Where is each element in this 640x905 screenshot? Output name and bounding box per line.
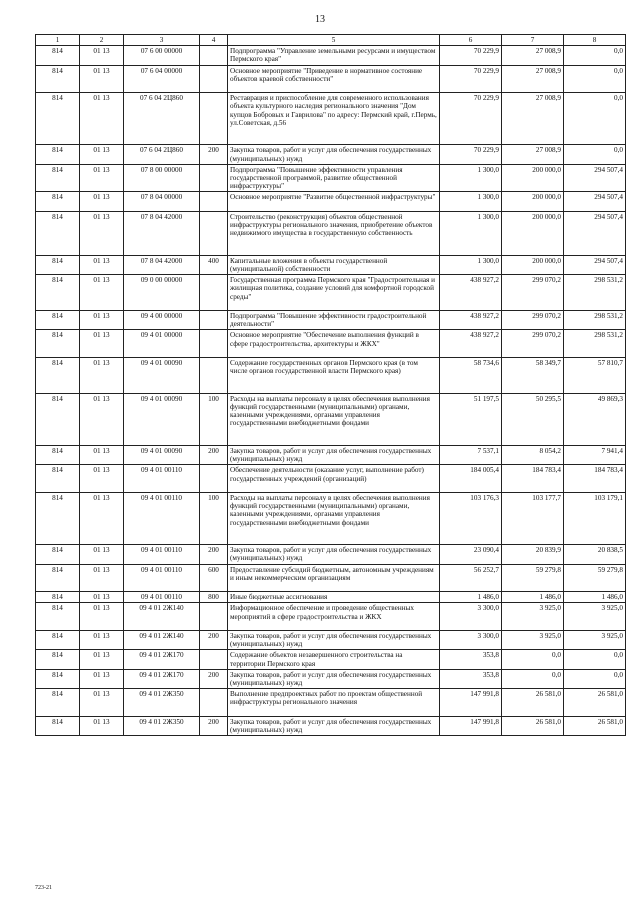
amount-2023-cell: 8 054,2	[502, 445, 564, 464]
target-article-cell: 09 4 00 00000	[124, 311, 200, 330]
amount-2022-cell: 353,8	[440, 650, 502, 669]
amount-2022-cell: 1 300,0	[440, 255, 502, 274]
table-row	[36, 93, 626, 145]
section-code-cell: 01 13	[80, 275, 124, 311]
target-article-cell: 09 4 01 00110	[124, 545, 200, 564]
admin-code-cell: 814	[36, 211, 80, 255]
amount-2024-cell: 294 507,4	[564, 255, 626, 274]
section-code-cell: 01 13	[80, 650, 124, 669]
table-row	[36, 592, 626, 603]
table-row	[36, 275, 626, 311]
target-article-cell: 09 4 01 00110	[124, 465, 200, 493]
description-cell: Основное мероприятие "Приведение в нормативное состояние объектов краевой собственности"	[228, 65, 440, 93]
table-row	[36, 603, 626, 631]
amount-2023-cell: 0,0	[502, 650, 564, 669]
expense-type-cell	[200, 689, 228, 717]
amount-2024-cell: 3 925,0	[564, 603, 626, 631]
admin-code-cell: 814	[36, 492, 80, 544]
amount-2023-cell: 0,0	[502, 669, 564, 688]
amount-2024-cell: 298 531,2	[564, 330, 626, 358]
amount-2023-cell: 299 070,2	[502, 330, 564, 358]
amount-2024-cell: 0,0	[564, 65, 626, 93]
table-row	[36, 716, 626, 735]
expense-type-cell: 200	[200, 630, 228, 649]
target-article-cell: 07 8 00 00000	[124, 164, 200, 192]
amount-2024-cell: 59 279,8	[564, 564, 626, 592]
table-row	[36, 65, 626, 93]
admin-code-cell: 814	[36, 46, 80, 65]
expense-type-cell: 200	[200, 669, 228, 688]
amount-2022-cell: 438 927,2	[440, 275, 502, 311]
description-cell: Информационное обеспечение и проведение общественных мероприятий в сфере градостроительства и ЖКХ	[228, 603, 440, 631]
admin-code-cell: 814	[36, 716, 80, 735]
amount-2023-cell: 3 925,0	[502, 630, 564, 649]
table-row	[36, 46, 626, 65]
expense-type-cell	[200, 330, 228, 358]
description-cell: Закупка товаров, работ и услуг для обеспечения государственных (муниципальных) нужд	[228, 716, 440, 735]
expense-type-cell	[200, 164, 228, 192]
table-row	[36, 650, 626, 669]
admin-code-cell: 814	[36, 255, 80, 274]
target-article-cell: 07 8 04 00000	[124, 192, 200, 211]
section-code-cell: 01 13	[80, 564, 124, 592]
section-code-cell: 01 13	[80, 330, 124, 358]
amount-2022-cell: 438 927,2	[440, 330, 502, 358]
table-row	[36, 492, 626, 544]
description-cell: Предоставление субсидий бюджетным, автономным учреждениям и иным некоммерческим организациям	[228, 564, 440, 592]
amount-2022-cell: 1 300,0	[440, 211, 502, 255]
description-cell: Выполнение предпроектных работ по проектам общественной инфраструктуры регионального значения	[228, 689, 440, 717]
table-row	[36, 311, 626, 330]
amount-2023-cell: 200 000,0	[502, 255, 564, 274]
expense-type-cell	[200, 650, 228, 669]
amount-2022-cell: 51 197,5	[440, 393, 502, 445]
amount-2024-cell: 0,0	[564, 650, 626, 669]
amount-2023-cell: 58 349,7	[502, 358, 564, 394]
amount-2024-cell: 294 507,4	[564, 211, 626, 255]
table-body	[36, 46, 626, 736]
amount-2024-cell: 3 925,0	[564, 630, 626, 649]
expense-type-cell: 100	[200, 492, 228, 544]
description-cell: Закупка товаров, работ и услуг для обеспечения государственных (муниципальных) нужд	[228, 145, 440, 164]
description-cell: Подпрограмма "Повышение эффективности градостроительной деятельности"	[228, 311, 440, 330]
table-row	[36, 255, 626, 274]
admin-code-cell: 814	[36, 93, 80, 145]
section-code-cell: 01 13	[80, 603, 124, 631]
section-code-cell: 01 13	[80, 211, 124, 255]
amount-2023-cell: 59 279,8	[502, 564, 564, 592]
amount-2024-cell: 294 507,4	[564, 164, 626, 192]
amount-2024-cell: 294 507,4	[564, 192, 626, 211]
amount-2024-cell: 298 531,2	[564, 311, 626, 330]
section-code-cell: 01 13	[80, 545, 124, 564]
amount-2022-cell: 103 176,3	[440, 492, 502, 544]
amount-2024-cell: 57 810,7	[564, 358, 626, 394]
amount-2023-cell: 26 581,0	[502, 689, 564, 717]
description-cell: Обеспечение деятельности (оказание услуг, выполнение работ) государственных учреждений (организаций)	[228, 465, 440, 493]
expense-type-cell	[200, 465, 228, 493]
amount-2023-cell: 200 000,0	[502, 192, 564, 211]
header-cell: 1	[36, 35, 80, 46]
amount-2024-cell: 20 838,5	[564, 545, 626, 564]
expense-type-cell	[200, 211, 228, 255]
section-code-cell: 01 13	[80, 145, 124, 164]
amount-2024-cell: 7 941,4	[564, 445, 626, 464]
description-cell: Реставрация и приспособление для современного использования объекта культурного наследия регионального значения "Дом купцов Бобровых и Гаврилова" по адресу: Пермский край, г.Пермь, ул.Советская, д.56	[228, 93, 440, 145]
amount-2023-cell: 103 177,7	[502, 492, 564, 544]
admin-code-cell: 814	[36, 445, 80, 464]
amount-2024-cell: 0,0	[564, 145, 626, 164]
amount-2023-cell: 200 000,0	[502, 211, 564, 255]
header-cell: 6	[440, 35, 502, 46]
amount-2022-cell: 70 229,9	[440, 145, 502, 164]
section-code-cell: 01 13	[80, 192, 124, 211]
target-article-cell: 07 8 04 42000	[124, 255, 200, 274]
description-cell: Строительство (реконструкция) объектов общественной инфраструктуры регионального значения, приобретение объектов недвижимого имущества в государственную собственность	[228, 211, 440, 255]
amount-2023-cell: 1 486,0	[502, 592, 564, 603]
section-code-cell: 01 13	[80, 311, 124, 330]
amount-2022-cell: 1 300,0	[440, 164, 502, 192]
amount-2022-cell: 70 229,9	[440, 93, 502, 145]
section-code-cell: 01 13	[80, 358, 124, 394]
table-row	[36, 192, 626, 211]
expense-type-cell	[200, 275, 228, 311]
table-row	[36, 564, 626, 592]
expense-type-cell: 200	[200, 545, 228, 564]
expense-type-cell	[200, 46, 228, 65]
target-article-cell: 07 6 00 00000	[124, 46, 200, 65]
admin-code-cell: 814	[36, 689, 80, 717]
target-article-cell: 09 4 01 00090	[124, 393, 200, 445]
description-cell: Расходы на выплаты персоналу в целях обеспечения выполнения функций государственными (муниципальными) органами, казенными учреждениями, органами управления государственными внебюджетными фондами	[228, 492, 440, 544]
table-header-row	[36, 35, 626, 46]
amount-2022-cell: 3 300,0	[440, 630, 502, 649]
section-code-cell: 01 13	[80, 255, 124, 274]
amount-2024-cell: 184 783,4	[564, 465, 626, 493]
target-article-cell: 09 4 01 00110	[124, 564, 200, 592]
amount-2023-cell: 184 783,4	[502, 465, 564, 493]
amount-2022-cell: 3 300,0	[440, 603, 502, 631]
amount-2024-cell: 298 531,2	[564, 275, 626, 311]
section-code-cell: 01 13	[80, 393, 124, 445]
amount-2023-cell: 20 839,9	[502, 545, 564, 564]
amount-2023-cell: 299 070,2	[502, 275, 564, 311]
table-row	[36, 445, 626, 464]
expense-type-cell	[200, 192, 228, 211]
amount-2024-cell: 0,0	[564, 669, 626, 688]
admin-code-cell: 814	[36, 545, 80, 564]
section-code-cell: 01 13	[80, 492, 124, 544]
admin-code-cell: 814	[36, 358, 80, 394]
amount-2022-cell: 56 252,7	[440, 564, 502, 592]
amount-2023-cell: 299 070,2	[502, 311, 564, 330]
target-article-cell: 07 6 04 2Ц860	[124, 93, 200, 145]
expense-type-cell	[200, 65, 228, 93]
expense-type-cell: 200	[200, 716, 228, 735]
admin-code-cell: 814	[36, 275, 80, 311]
amount-2023-cell: 50 295,5	[502, 393, 564, 445]
admin-code-cell: 814	[36, 465, 80, 493]
footer-code: 723-21	[35, 885, 52, 891]
expense-type-cell: 200	[200, 445, 228, 464]
section-code-cell: 01 13	[80, 630, 124, 649]
description-cell: Основное мероприятие "Развитие общественной инфраструктуры"	[228, 192, 440, 211]
amount-2024-cell: 0,0	[564, 93, 626, 145]
description-cell: Государственная программа Пермского края "Градостроительная и жилищная политика, создание условий для комфортной городской среды"	[228, 275, 440, 311]
target-article-cell: 07 6 04 00000	[124, 65, 200, 93]
amount-2022-cell: 70 229,9	[440, 46, 502, 65]
section-code-cell: 01 13	[80, 689, 124, 717]
header-cell: 5	[228, 35, 440, 46]
target-article-cell: 07 8 04 42000	[124, 211, 200, 255]
table-row	[36, 669, 626, 688]
description-cell: Закупка товаров, работ и услуг для обеспечения государственных (муниципальных) нужд	[228, 445, 440, 464]
admin-code-cell: 814	[36, 65, 80, 93]
expense-type-cell	[200, 603, 228, 631]
section-code-cell: 01 13	[80, 46, 124, 65]
section-code-cell: 01 13	[80, 164, 124, 192]
description-cell: Иные бюджетные ассигнования	[228, 592, 440, 603]
admin-code-cell: 814	[36, 192, 80, 211]
table-row	[36, 393, 626, 445]
admin-code-cell: 814	[36, 669, 80, 688]
description-cell: Расходы на выплаты персоналу в целях обеспечения выполнения функций государственными (муниципальными) органами, казенными учреждениями, органами управления государственными внебюджетными фондами	[228, 393, 440, 445]
table-row	[36, 330, 626, 358]
section-code-cell: 01 13	[80, 93, 124, 145]
description-cell: Закупка товаров, работ и услуг для обеспечения государственных (муниципальных) нужд	[228, 545, 440, 564]
page-number: 13	[315, 14, 325, 25]
description-cell: Закупка товаров, работ и услуг для обеспечения государственных (муниципальных) нужд	[228, 669, 440, 688]
table-row	[36, 145, 626, 164]
expense-type-cell: 600	[200, 564, 228, 592]
amount-2023-cell: 3 925,0	[502, 603, 564, 631]
amount-2023-cell: 200 000,0	[502, 164, 564, 192]
target-article-cell: 09 4 01 2Ж140	[124, 630, 200, 649]
amount-2022-cell: 23 090,4	[440, 545, 502, 564]
amount-2022-cell: 7 537,1	[440, 445, 502, 464]
amount-2024-cell: 26 581,0	[564, 689, 626, 717]
target-article-cell: 09 4 01 00000	[124, 330, 200, 358]
header-cell: 3	[124, 35, 200, 46]
expense-type-cell	[200, 358, 228, 394]
admin-code-cell: 814	[36, 145, 80, 164]
budget-table	[35, 34, 626, 736]
section-code-cell: 01 13	[80, 716, 124, 735]
amount-2022-cell: 147 991,8	[440, 689, 502, 717]
amount-2024-cell: 0,0	[564, 46, 626, 65]
admin-code-cell: 814	[36, 330, 80, 358]
amount-2022-cell: 353,8	[440, 669, 502, 688]
target-article-cell: 09 4 01 2Ж350	[124, 716, 200, 735]
header-cell: 4	[200, 35, 228, 46]
admin-code-cell: 814	[36, 592, 80, 603]
amount-2022-cell: 58 734,6	[440, 358, 502, 394]
description-cell: Содержание объектов незавершенного строительства на территории Пермского края	[228, 650, 440, 669]
target-article-cell: 09 4 01 2Ж350	[124, 689, 200, 717]
admin-code-cell: 814	[36, 393, 80, 445]
admin-code-cell: 814	[36, 564, 80, 592]
amount-2022-cell: 147 991,8	[440, 716, 502, 735]
target-article-cell: 09 4 01 00090	[124, 445, 200, 464]
amount-2022-cell: 1 300,0	[440, 192, 502, 211]
amount-2023-cell: 27 008,9	[502, 46, 564, 65]
admin-code-cell: 814	[36, 630, 80, 649]
amount-2022-cell: 184 005,4	[440, 465, 502, 493]
amount-2024-cell: 103 179,1	[564, 492, 626, 544]
table-row	[36, 465, 626, 493]
header-cell: 7	[502, 35, 564, 46]
target-article-cell: 09 4 01 2Ж170	[124, 650, 200, 669]
target-article-cell: 09 4 01 00110	[124, 492, 200, 544]
expense-type-cell: 800	[200, 592, 228, 603]
target-article-cell: 09 4 01 00090	[124, 358, 200, 394]
amount-2022-cell: 438 927,2	[440, 311, 502, 330]
expense-type-cell: 100	[200, 393, 228, 445]
amount-2022-cell: 1 486,0	[440, 592, 502, 603]
table-row	[36, 689, 626, 717]
admin-code-cell: 814	[36, 650, 80, 669]
expense-type-cell	[200, 311, 228, 330]
amount-2024-cell: 26 581,0	[564, 716, 626, 735]
description-cell: Подпрограмма "Повышение эффективности управления государственной программой, развитие общественной инфраструктуры"	[228, 164, 440, 192]
table-row	[36, 164, 626, 192]
target-article-cell: 09 4 01 2Ж140	[124, 603, 200, 631]
target-article-cell: 07 6 04 2Ц860	[124, 145, 200, 164]
table-row	[36, 630, 626, 649]
admin-code-cell: 814	[36, 311, 80, 330]
description-cell: Капитальные вложения в объекты государственной (муниципальной) собственности	[228, 255, 440, 274]
section-code-cell: 01 13	[80, 465, 124, 493]
admin-code-cell: 814	[36, 164, 80, 192]
description-cell: Содержание государственных органов Пермского края (в том числе органов государственной власти Пермского края)	[228, 358, 440, 394]
expense-type-cell: 400	[200, 255, 228, 274]
expense-type-cell	[200, 93, 228, 145]
header-cell: 8	[564, 35, 626, 46]
section-code-cell: 01 13	[80, 669, 124, 688]
table-row	[36, 545, 626, 564]
section-code-cell: 01 13	[80, 592, 124, 603]
target-article-cell: 09 4 01 2Ж170	[124, 669, 200, 688]
table-row	[36, 211, 626, 255]
amount-2023-cell: 27 008,9	[502, 65, 564, 93]
amount-2023-cell: 27 008,9	[502, 145, 564, 164]
admin-code-cell: 814	[36, 603, 80, 631]
expense-type-cell: 200	[200, 145, 228, 164]
target-article-cell: 09 0 00 00000	[124, 275, 200, 311]
table-row	[36, 358, 626, 394]
target-article-cell: 09 4 01 00110	[124, 592, 200, 603]
description-cell: Подпрограмма "Управление земельными ресурсами и имуществом Пермского края"	[228, 46, 440, 65]
description-cell: Закупка товаров, работ и услуг для обеспечения государственных (муниципальных) нужд	[228, 630, 440, 649]
amount-2023-cell: 27 008,9	[502, 93, 564, 145]
amount-2024-cell: 1 486,0	[564, 592, 626, 603]
amount-2024-cell: 49 869,3	[564, 393, 626, 445]
section-code-cell: 01 13	[80, 65, 124, 93]
section-code-cell: 01 13	[80, 445, 124, 464]
header-cell: 2	[80, 35, 124, 46]
amount-2023-cell: 26 581,0	[502, 716, 564, 735]
description-cell: Основное мероприятие "Обеспечение выполнения функций в сфере градостроительства, архитектуры и ЖКХ"	[228, 330, 440, 358]
amount-2022-cell: 70 229,9	[440, 65, 502, 93]
